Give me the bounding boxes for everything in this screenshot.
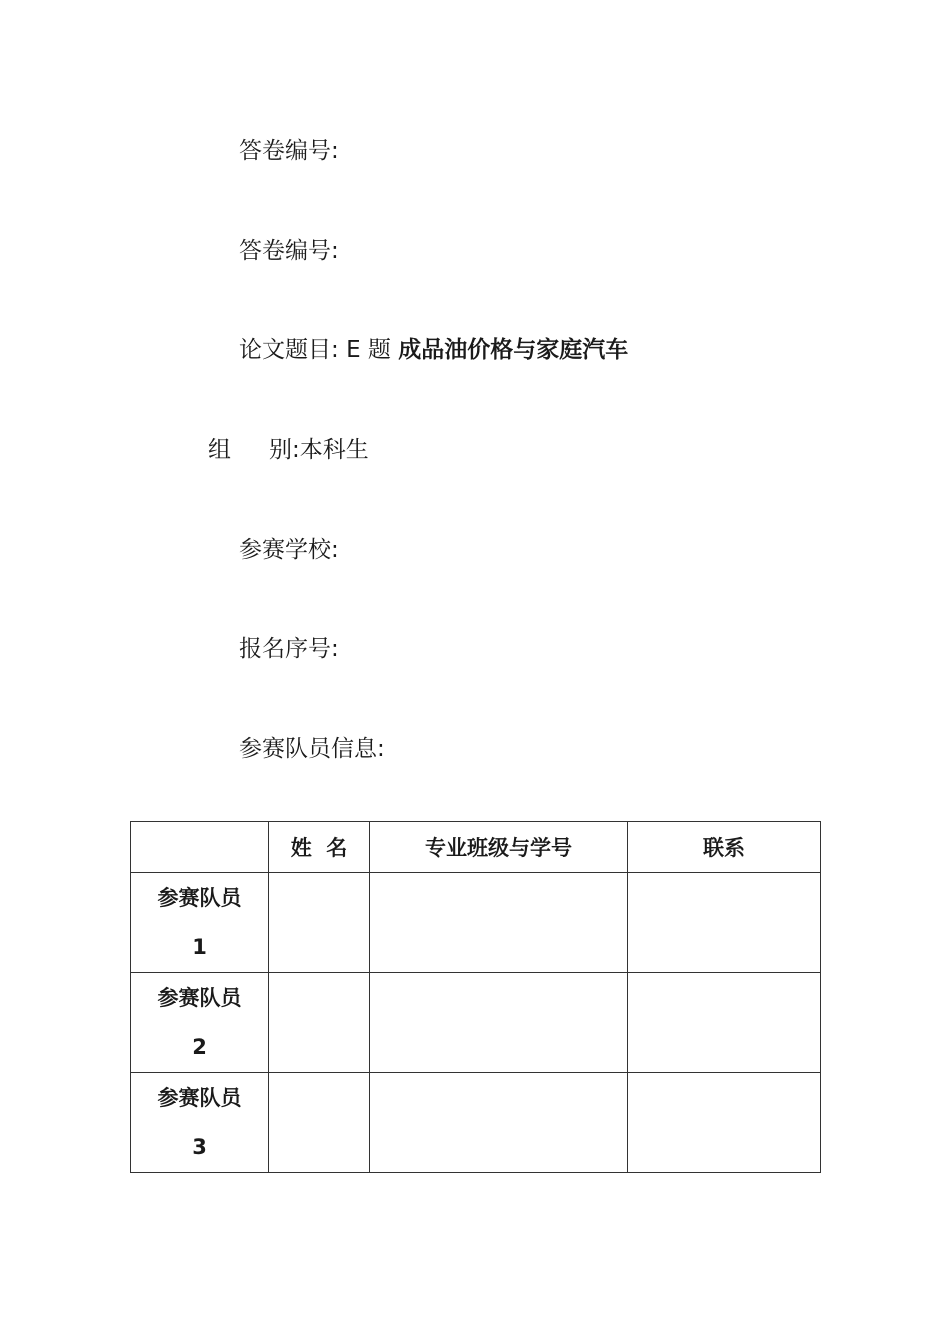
member-name-cell[interactable] [269, 1073, 370, 1173]
table-row [131, 873, 821, 973]
table-row [131, 1073, 821, 1173]
member-contact-cell[interactable] [628, 1073, 821, 1173]
school-label: 参赛学校: [239, 537, 339, 563]
answer-number-label-1: 答卷编号: [239, 138, 339, 164]
table-row [131, 973, 821, 1073]
paper-title-prefix: E 题 [346, 337, 391, 363]
member-label-number: 2 [192, 1034, 207, 1059]
paper-title-line [239, 335, 628, 365]
member-label-number: 1 [192, 934, 207, 959]
member-label-cell [131, 973, 269, 1073]
member-label-cell [131, 1073, 269, 1173]
group-value: 本科生 [299, 437, 369, 463]
member-major-cell[interactable] [370, 1073, 628, 1173]
member-name-cell[interactable] [269, 973, 370, 1073]
table-header-row [131, 822, 821, 873]
member-name-cell[interactable] [269, 873, 370, 973]
group-line [208, 435, 369, 465]
paper-title-label: 论文题目: [239, 337, 339, 363]
group-label-b: 别: [269, 437, 300, 463]
member-contact-cell[interactable] [628, 973, 821, 1073]
member-contact-cell[interactable] [628, 873, 821, 973]
table-header-contact: 联系 [628, 822, 821, 873]
member-major-cell[interactable] [370, 973, 628, 1073]
member-label-number: 3 [192, 1134, 207, 1159]
member-major-cell[interactable] [370, 873, 628, 973]
paper-title-text: 成品油价格与家庭汽车 [398, 337, 629, 363]
answer-number-label-2: 答卷编号: [239, 238, 339, 264]
group-label-a: 组 [208, 437, 231, 463]
table-header-major-class-id: 专业班级与学号 [370, 822, 628, 873]
member-label-top: 参赛队员 [157, 985, 242, 1010]
member-label-cell [131, 873, 269, 973]
member-label-top: 参赛队员 [157, 885, 242, 910]
registration-number-label: 报名序号: [239, 636, 339, 662]
members-table [130, 821, 821, 1173]
members-info-label: 参赛队员信息: [239, 736, 385, 762]
member-label-top: 参赛队员 [157, 1085, 242, 1110]
table-header-empty [131, 822, 269, 873]
table-header-name: 姓 名 [269, 822, 370, 873]
